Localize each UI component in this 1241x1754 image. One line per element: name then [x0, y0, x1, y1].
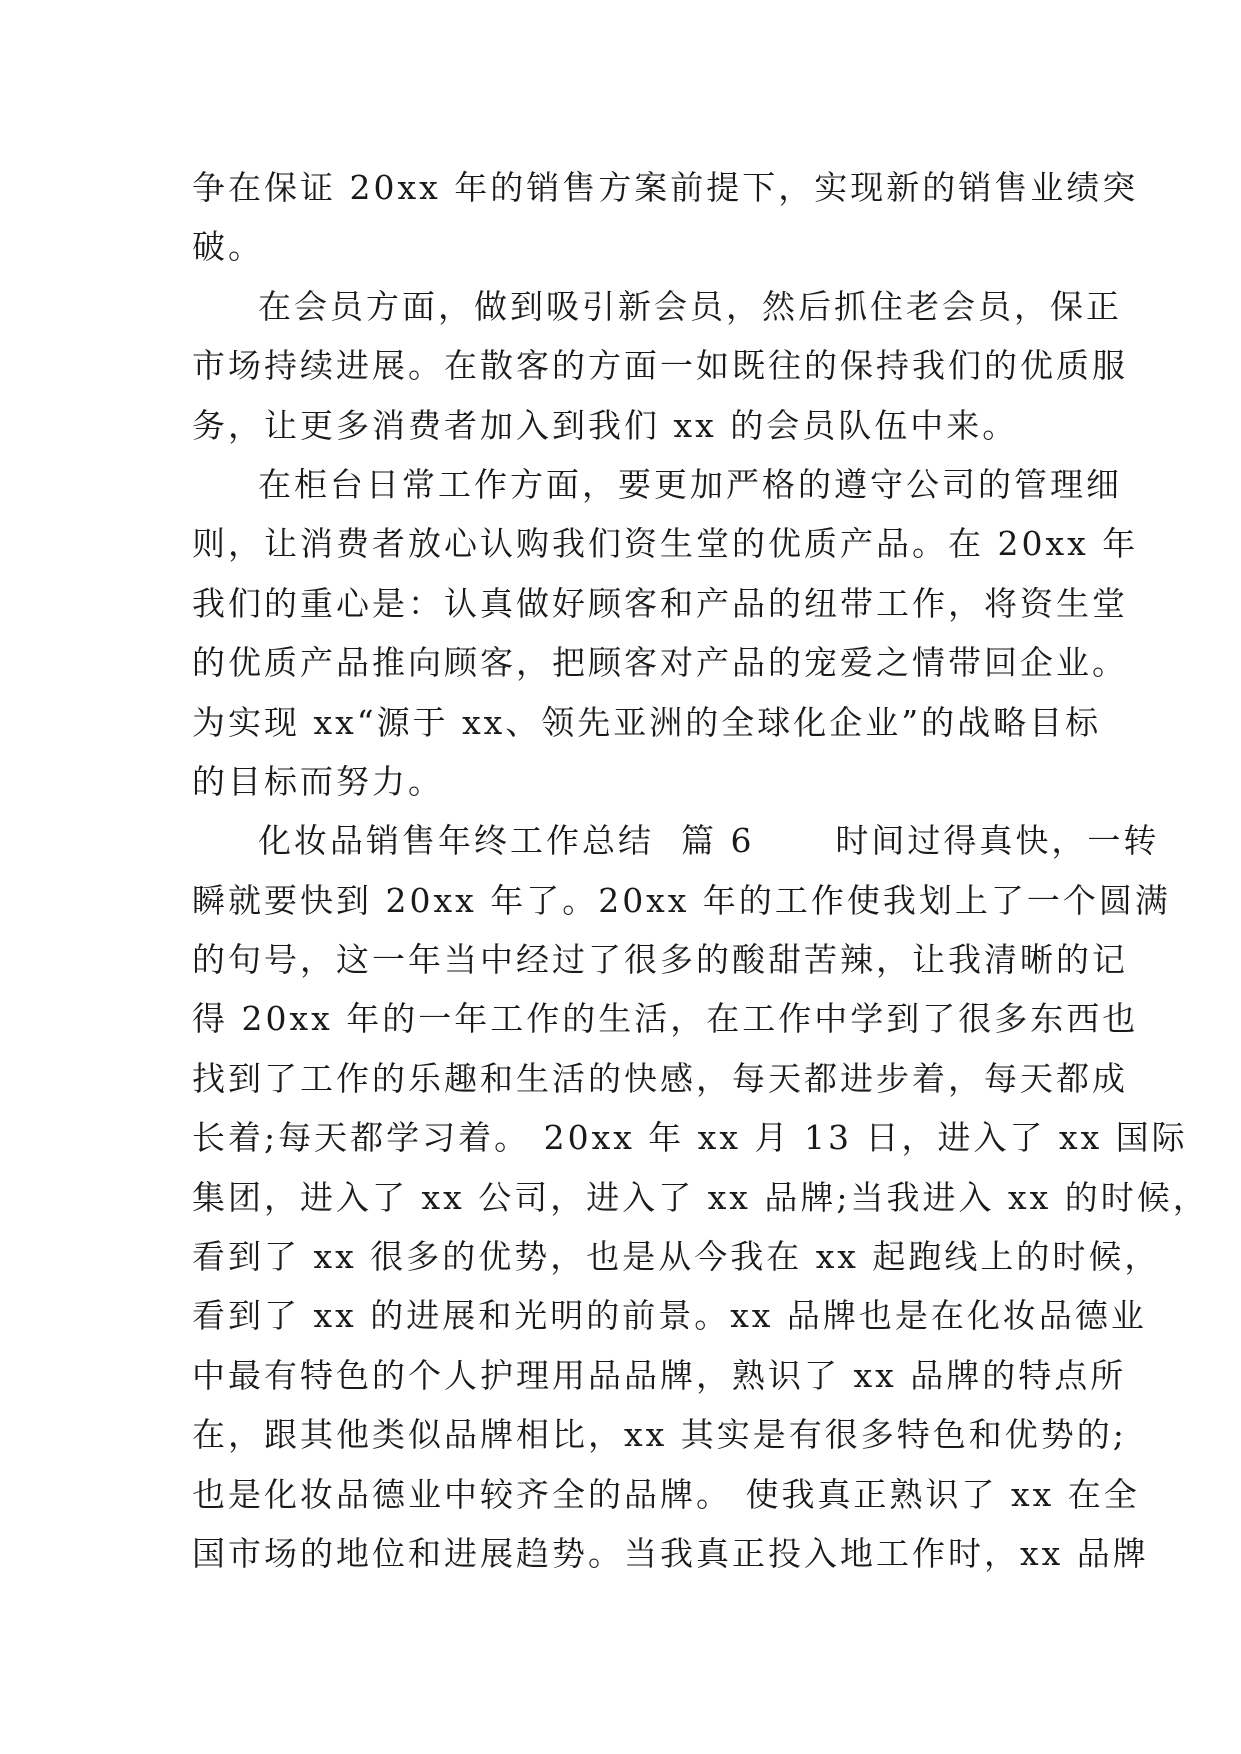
text-line: 市场持续进展。在散客的方面一如既往的保持我们的优质服 — [192, 346, 1128, 386]
text-line: 长着;每天都学习着。 20xx 年 xx 月 13 日，进入了 xx 国际 — [192, 1118, 1188, 1158]
text-line: 在，跟其他类似品牌相比，xx 其实是有很多特色和优势的; — [192, 1415, 1127, 1455]
text-line: 中最有特色的个人护理用品品牌，熟识了 xx 品牌的特点所 — [192, 1355, 1127, 1395]
section-heading-line: 化妆品销售年终工作总结 篇 6 时间过得真快，一转 — [258, 821, 1160, 861]
text-line: 看到了 xx 很多的优势，也是从今我在 xx 起跑线上的时候， — [192, 1237, 1161, 1277]
text-line: 集团，进入了 xx 公司，进入了 xx 品牌;当我进入 xx 的时候， — [192, 1177, 1209, 1217]
text-line: 找到了工作的乐趣和生活的快感，每天都进步着，每天都成 — [192, 1058, 1128, 1098]
text-line: 在会员方面，做到吸引新会员，然后抓住老会员，保正 — [258, 286, 1122, 326]
text-line: 我们的重心是：认真做好顾客和产品的纽带工作，将资生堂 — [192, 583, 1128, 623]
text-line: 务，让更多消费者加入到我们 xx 的会员队伍中来。 — [192, 405, 1019, 445]
text-line: 的目标而努力。 — [192, 761, 444, 801]
text-line: 瞬就要快到 20xx 年了。20xx 年的工作使我划上了一个圆满 — [192, 880, 1171, 920]
text-line: 为实现 xx“源于 xx、领先亚洲的全球化企业”的战略目标 — [192, 702, 1102, 742]
text-line: 看到了 xx 的进展和光明的前景。xx 品牌也是在化妆品德业 — [192, 1296, 1147, 1336]
document-body — [192, 158, 1209, 1583]
text-line: 的优质产品推向顾客，把顾客对产品的宠爱之情带回企业。 — [192, 643, 1128, 683]
text-line: 在柜台日常工作方面，要更加严格的遵守公司的管理细 — [258, 464, 1122, 504]
text-line: 的句号，这一年当中经过了很多的酸甜苦辣，让我清晰的记 — [192, 940, 1128, 980]
text-line: 得 20xx 年的一年工作的生活，在工作中学到了很多东西也 — [192, 999, 1139, 1039]
text-line: 争在保证 20xx 年的销售方案前提下，实现新的销售业绩突 — [192, 168, 1139, 207]
text-line: 也是化妆品德业中较齐全的品牌。 使我真正熟识了 xx 在全 — [192, 1474, 1140, 1514]
text-line: 破。 — [192, 227, 264, 267]
text-line: 则，让消费者放心认购我们资生堂的优质产品。在 20xx 年 — [192, 524, 1139, 564]
text-line: 国市场的地位和进展趋势。当我真正投入地工作时，xx 品牌 — [192, 1533, 1149, 1573]
